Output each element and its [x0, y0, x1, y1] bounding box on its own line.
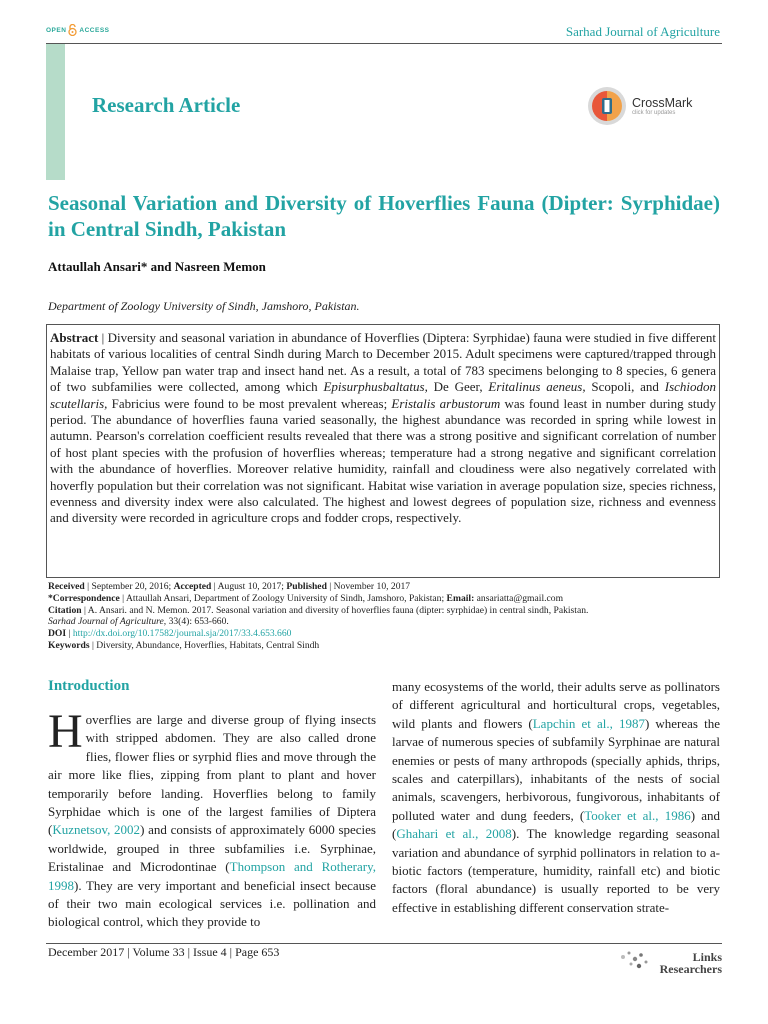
- citation-pages: 33(4): 653-660.: [168, 616, 229, 628]
- accepted-date: August 10, 2017;: [217, 581, 284, 592]
- article-metadata: [48, 581, 720, 652]
- footer-issue-info: December 2017 | Volume 33 | Issue 4 | Page 653: [48, 945, 280, 959]
- abstract-text: was found least in number during study period. The abundance of hoverflies fauna varied seasonally, the highest abundance was recorded in spring while lowest in autumn. Pearson's correlation coefficient results revealed that there was a strong positive and significant correlation of number of host plant species with the profusion of hoverflies whereas; temperature had a strong negative and significant correlation with the abundance of hoverflies. Moreover relative humidity, rainfall and cloudiness were also negatively correlated with hoverfly population but their correlation was not significant. Habitat wise variation in average population size, species richness, evenness and diversity index were also calculated. The highest and lowest degrees of population size, richness and evenness and diversity were recorded in agriculture crops and fodder crops, respectively.: [50, 395, 716, 526]
- citation-text: A. Ansari. and N. Memon. 2017. Seasonal variation and diversity of hoverflies fauna (dipter: syrphidae) in central sindh, Pakistan.: [87, 604, 589, 616]
- reference-link[interactable]: Kuznetsov, 2002: [52, 822, 141, 838]
- body-text: ). They are very important and beneficial insect because of their two main ecological services i.e. pollination and biological control, which they provide to: [48, 877, 376, 930]
- published-date: November 10, 2017: [333, 581, 411, 592]
- open-lock-icon: [68, 24, 77, 36]
- keywords-label: Keywords: [48, 639, 90, 651]
- crossmark-badge[interactable]: [586, 85, 692, 127]
- species-name: Eritalinus aeneus,: [488, 379, 586, 395]
- reference-link[interactable]: Thompson and Rotherary, 1998: [48, 859, 376, 893]
- article-type: Research Article: [92, 93, 241, 117]
- publisher-logo: [617, 947, 722, 977]
- body-text: ) and consists of approximately 6000 species worldwide, grouped in three subfamilies i.e. Syrphinae, Eristalinae and Microdontinae (: [48, 822, 376, 875]
- accent-bar: [46, 44, 65, 180]
- dots-icon: [617, 947, 657, 975]
- publisher-logo-line2: Researchers: [659, 962, 722, 976]
- abstract-label: Abstract: [50, 330, 99, 345]
- received-label: Received: [48, 581, 85, 592]
- species-name: Ischiodon scutellaris,: [50, 379, 717, 411]
- crossmark-subtitle: click for updates: [632, 109, 676, 116]
- keywords-line: Keywords | Diversity, Abundance, Hoverflies, Habitats, Central Sindh: [48, 639, 320, 651]
- correspondence-text: Attaullah Ansari, Department of Zoology University of Sindh, Jamshoro, Pakistan;: [125, 592, 445, 604]
- open-access-left: OPEN: [46, 26, 67, 34]
- body-text: ) whereas the larvae of numerous species of subfamily Syrphinae are natural enemies or pests of many arthropods (specially aphids, thrips, scales and caterpillars), inhabitants of the nests of social animals, scavengers, herbivorous, fungivorous, inhabitants of polluted water and dung feeders, (: [392, 715, 720, 823]
- crossmark-icon: [586, 85, 628, 127]
- abstract-text: Diversity and seasonal variation in abundance of Hoverflies (Diptera: Syrphidae) fauna were studied in five different habitats of various localities of central Sindh during March to December 2015. Adult specimens were captured/trapped through Malaise trap, Yellow pan water trap and insect hand net. As a result, a total of 783 specimens belonging to 8 species, 6 genera of two subfamilies were collected, among which: [50, 330, 716, 395]
- reference-link[interactable]: Tooker et al., 1986: [584, 807, 691, 823]
- open-access-logo: [46, 22, 110, 38]
- body-text: many ecosystems of the world, their adults serve as pollinators of different agricultural and horticultural crops, vegetables, wild plants and flowers (: [392, 679, 720, 731]
- email-link[interactable]: ansariatta@gmail.com: [476, 592, 564, 604]
- body-text: ). The knowledge regarding seasonal variation and abundance of syrphid pollinators in relation to a-biotic factors (temperature, humidity, rainfall etc) and biotic factors (floral abundance) is usually reported to be very effective in establishing different conservation strate-: [392, 826, 720, 915]
- reference-link[interactable]: Lapchin et al., 1987: [532, 715, 645, 731]
- journal-name: Sarhad Journal of Agriculture: [565, 24, 720, 39]
- drop-cap: H: [48, 705, 83, 758]
- section-heading-introduction: Introduction: [48, 678, 130, 694]
- header-rule: [46, 43, 722, 44]
- doi-link[interactable]: http://dx.doi.org/10.17582/journal.sja/2017/33.4.653.660: [72, 628, 292, 640]
- published-label: Published: [286, 581, 327, 592]
- abstract-separator: |: [98, 330, 108, 345]
- doi-label: DOI: [48, 628, 67, 640]
- citation-label: Citation: [48, 604, 82, 616]
- dates-line: Received | September 20, 2016; Accepted | August 10, 2017; Published | November 10, 2017: [48, 581, 411, 592]
- open-access-right: ACCESS: [79, 26, 110, 34]
- abstract-text: Fabricius were found to be most prevalent whereas;: [107, 395, 392, 411]
- doi-line: DOI | http://dx.doi.org/10.17582/journal.sja/2017/33.4.653.660: [48, 628, 292, 640]
- publisher-logo-line1: Links: [692, 950, 722, 964]
- species-name: Eristalis arbustorum: [391, 395, 501, 411]
- body-column-right: [392, 678, 720, 917]
- abstract-box: [46, 324, 720, 578]
- abstract-text: De Geer,: [427, 379, 489, 395]
- authors: Attaullah Ansari* and Nasreen Memon: [48, 259, 266, 274]
- email-label: Email:: [446, 592, 475, 604]
- affiliation: Department of Zoology University of Sindh, Jamshoro, Pakistan.: [48, 299, 360, 313]
- crossmark-title: CrossMark: [632, 95, 693, 110]
- keywords-text: Diversity, Abundance, Hoverflies, Habitats, Central Sindh: [96, 639, 320, 651]
- reference-link[interactable]: Ghahari et al., 2008: [396, 826, 512, 842]
- received-date: September 20, 2016;: [91, 581, 172, 592]
- article-title: Seasonal Variation and Diversity of Hoverflies Fauna (Dipter: Syrphidae) in Central Sindh, Pakistan: [48, 191, 720, 241]
- correspondence-label: *Correspondence: [48, 592, 120, 604]
- accepted-label: Accepted: [173, 581, 212, 592]
- footer-rule: [46, 943, 722, 944]
- citation-line: Citation | A. Ansari. and N. Memon. 2017. Seasonal variation and diversity of hoverflies fauna (dipter: syrphidae) in central sindh, Pakistan. Sarhad Journal of Agriculture, 33(4): 653-660.: [48, 604, 589, 628]
- abstract-text: Scopoli, and: [585, 379, 665, 395]
- body-text: ) and (: [392, 807, 720, 842]
- body-text: overflies are large and diverse group of flying insects with stripped abdomen. They are also called drone flies, flower flies or syrphid flies and move through the air more like flies, zipping from plant to plant and hover temporarily before landing. Hoverflies belong to family Syrphidae which is one of the largest families of Diptera (: [48, 712, 376, 838]
- citation-journal: Sarhad Journal of Agriculture,: [48, 616, 167, 628]
- correspondence-line: *Correspondence | Attaullah Ansari, Department of Zoology University of Sindh, Jamshoro, Pakistan; Email: ansariatta@gmail.com: [48, 592, 564, 604]
- body-column-left: [48, 705, 376, 932]
- species-name: Episurphusbaltatus,: [323, 379, 428, 395]
